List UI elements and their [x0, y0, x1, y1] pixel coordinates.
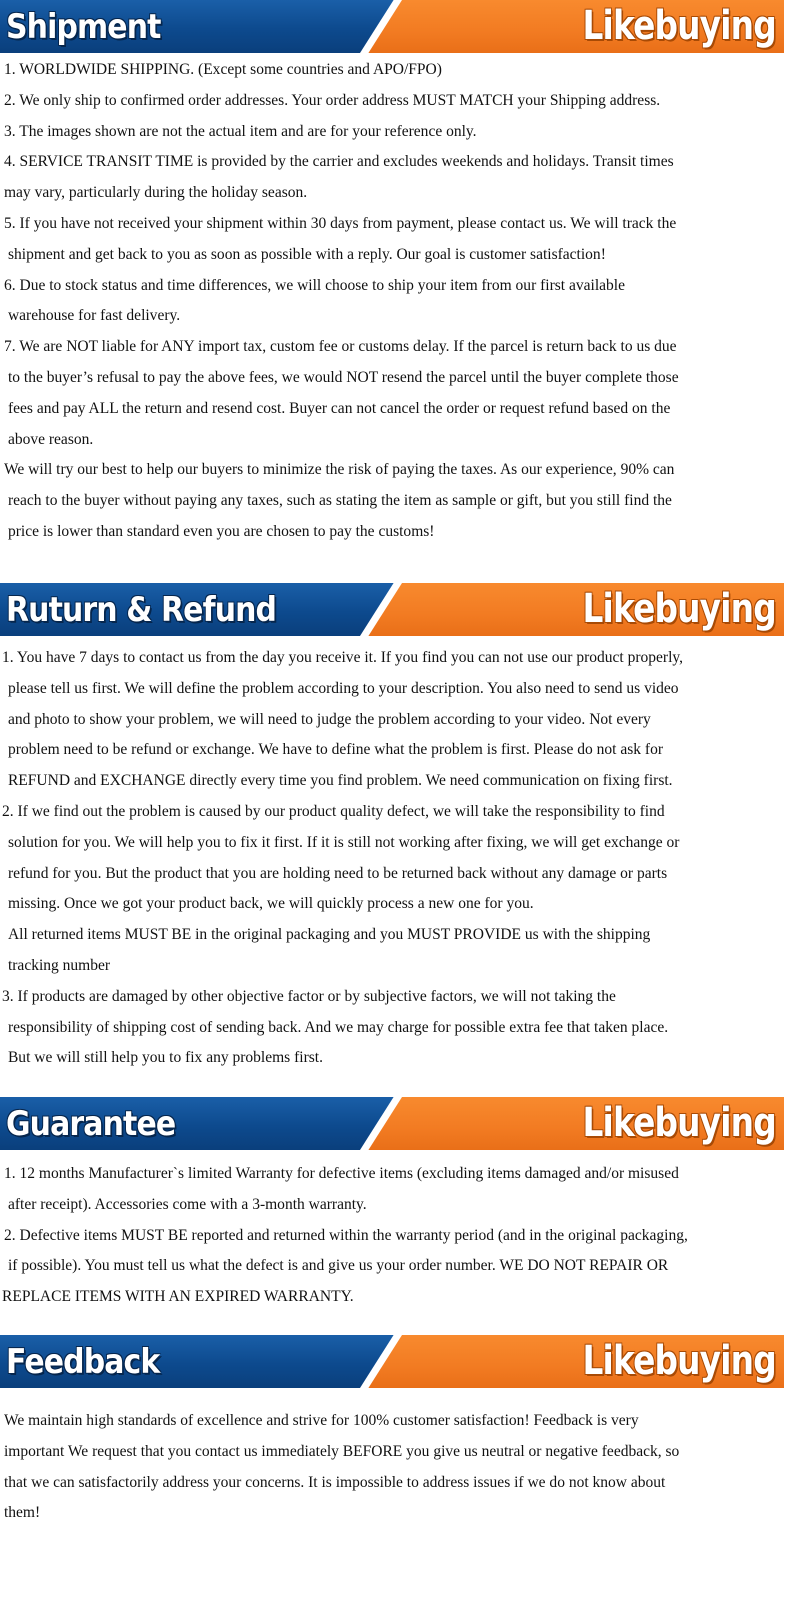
text-line: after receipt). Accessories come with a 3-month warranty. [7, 1195, 367, 1213]
text-line: We maintain high standards of excellence and strive for 100% customer satisfaction! Feedback is very [3, 1412, 639, 1429]
brand-logo: Likebuying [582, 2, 776, 49]
text-line: But we will still help you to fix any problems first. [7, 1049, 323, 1067]
text-line: REFUND and EXCHANGE directly every time you find problem. We need communication on fixing first. [7, 772, 673, 790]
text-line: 2. Defective items MUST BE reported and returned within the warranty period (and in the original packaging, [3, 1226, 688, 1244]
text-line: them! [3, 1504, 41, 1522]
brand-logo: Likebuying [582, 1337, 776, 1384]
text-line: REPLACE ITEMS WITH AN EXPIRED WARRANTY. [1, 1288, 354, 1306]
text-line: fees and pay ALL the return and resend cost. Buyer can not cancel the order or request refund based on the [7, 399, 671, 417]
text-line: above reason. [7, 430, 94, 448]
text-line: reach to the buyer without paying any taxes, such as stating the item as sample or gift, but you still find the [7, 492, 672, 510]
text-line: 6. Due to stock status and time differences, we will choose to ship your item from our first available [3, 276, 625, 294]
shipment-banner [0, 0, 784, 53]
text-line: please tell us first. We will define the problem according to your description. You also need to send us video [7, 679, 679, 697]
text-line: 1. WORLDWIDE SHIPPING. (Except some countries and APO/FPO) [3, 61, 442, 78]
return-refund-banner [0, 583, 784, 636]
text-line: 2. We only ship to confirmed order addresses. Your order address MUST MATCH your Shipping address. [3, 91, 661, 109]
section-title: Shipment [6, 6, 161, 47]
text-line: may vary, particularly during the holiday season. [3, 184, 308, 202]
return-refund-text [0, 643, 784, 1074]
text-line: We will try our best to help our buyers to minimize the risk of paying the taxes. As our experience, 90% can [3, 461, 675, 479]
text-line: 7. We are NOT liable for ANY import tax, custom fee or customs delay. If the parcel is return back to us due [3, 338, 677, 356]
text-line: warehouse for fast delivery. [7, 307, 181, 325]
text-line: responsibility of shipping cost of sending back. And we may charge for possible extra fee that taken place. [7, 1018, 669, 1036]
text-line: shipment and get back to you as soon as possible with a reply. Our goal is customer satisfaction! [7, 245, 606, 263]
feedback-banner [0, 1335, 784, 1388]
section-title: Ruturn & Refund [6, 589, 277, 630]
text-line: 4. SERVICE TRANSIT TIME is provided by the carrier and excludes weekends and holidays. Transit times [3, 153, 674, 171]
text-line: refund for you. But the product that you are holding need to be returned back without any damage or parts [7, 864, 668, 882]
text-line: to the buyer’s refusal to pay the above fees, we would NOT resend the parcel until the buyer complete those [7, 368, 679, 386]
text-line: price is lower than standard even you are chosen to pay the customs! [7, 522, 435, 540]
shipment-text [0, 55, 784, 548]
text-line: solution for you. We will help you to fix it first. If it is still not working after fixing, we will get exchange or [7, 833, 680, 851]
brand-logo: Likebuying [582, 1099, 776, 1146]
text-line: problem need to be refund or exchange. We have to define what the problem is first. Please do not ask for [7, 741, 663, 759]
text-line: and photo to show your problem, we will need to judge the problem according to your video. Not every [7, 710, 651, 728]
guarantee-text [0, 1159, 784, 1313]
text-line: tracking number [7, 956, 111, 974]
text-line: if possible). You must tell us what the defect is and give us your order number. WE DO NOT REPAIR OR [7, 1257, 669, 1275]
section-title: Feedback [6, 1341, 160, 1382]
text-line: 3. The images shown are not the actual item and are for your reference only. [3, 122, 477, 140]
text-line: 1. 12 months Manufacturer`s limited Warranty for defective items (excluding items damaged and/or misused [3, 1165, 679, 1182]
guarantee-banner [0, 1097, 784, 1150]
text-line: 2. If we find out the problem is caused by our product quality defect, we will take the responsibility to find [1, 802, 665, 820]
text-line: important We request that you contact us immediately BEFORE you give us neutral or negative feedback, so [3, 1442, 680, 1460]
feedback-text [0, 1406, 784, 1529]
brand-logo: Likebuying [582, 585, 776, 632]
text-line: 1. You have 7 days to contact us from the day you receive it. If you find you can not use our product properly, [1, 649, 684, 666]
text-line: missing. Once we got your product back, we will quickly process a new one for you. [7, 895, 534, 913]
text-line: All returned items MUST BE in the original packaging and you MUST PROVIDE us with the shipping [7, 926, 651, 944]
text-line: that we can satisfactorily address your concerns. It is impossible to address issues if we do not know about [3, 1473, 666, 1491]
section-title: Guarantee [6, 1103, 176, 1144]
text-line: 3. If products are damaged by other objective factor or by subjective factors, we will not taking the [1, 987, 616, 1005]
text-line: 5. If you have not received your shipment within 30 days from payment, please contact us. We will track the [3, 214, 677, 232]
